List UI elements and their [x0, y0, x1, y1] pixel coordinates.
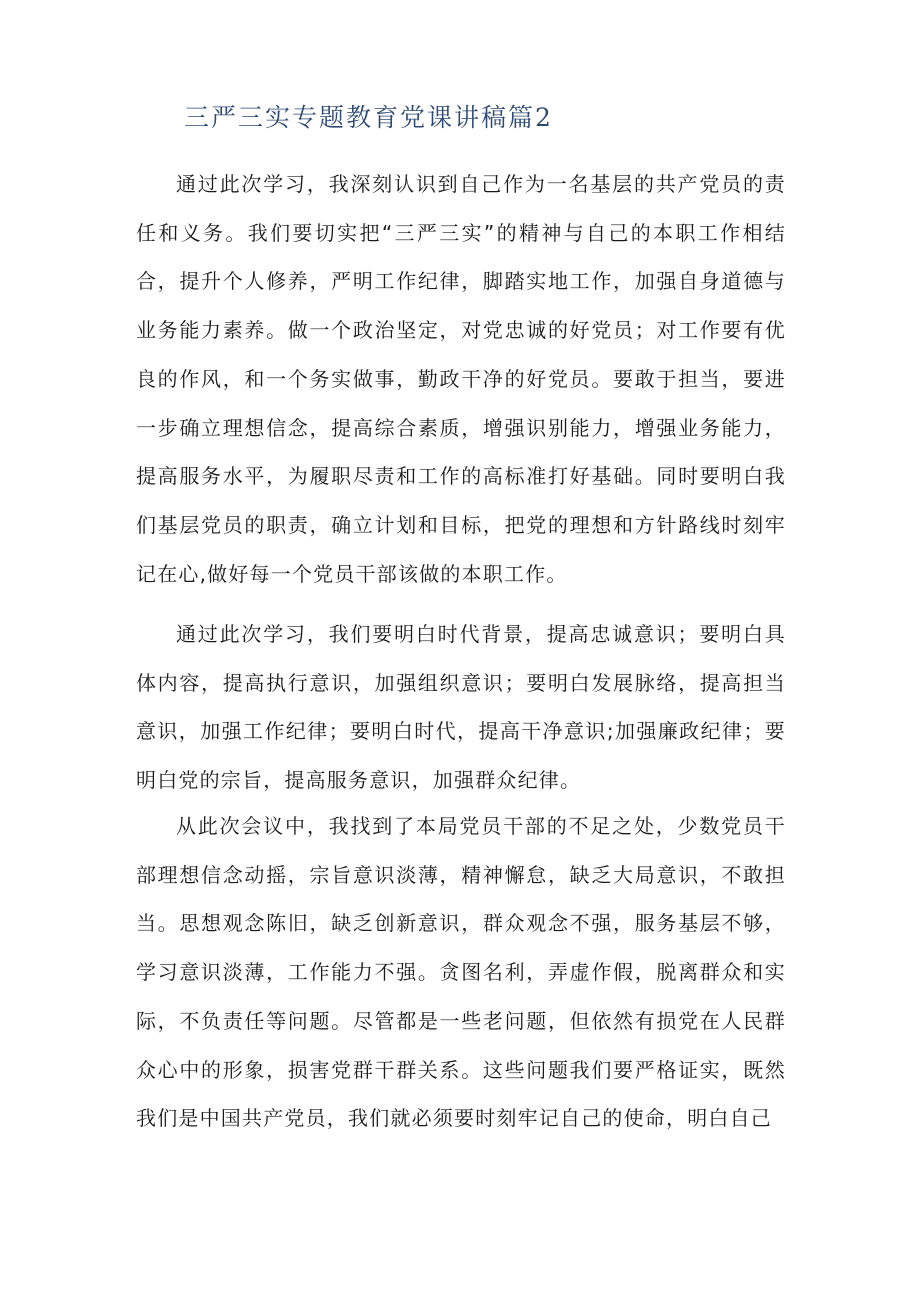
paragraph-3: 从此次会议中，我找到了本局党员干部的不足之处，少数党员干部理想信念动摇，宗旨意识淡薄，精神懈怠，缺乏大局意识，不敢担当。思想观念陈旧，缺乏创新意识，群众观念不强，服务基层不够，学习意识淡薄，工作能力不强。贪图名利，弄虚作假，脱离群众和实际，不负责任等问题。尽管都是一些老问题，但依然有损党在人民群众心中的形象，损害党群干群关系。这些问题我们要严格证实，既然我们是中国共产党员，我们就必须要时刻牢记自己的使命，明白自己: [136, 814, 786, 1131]
document-title: 三严三实专题教育党课讲稿篇2: [184, 103, 553, 132]
paragraph-2: 通过此次学习，我们要明白时代背景，提高忠诚意识；要明白具体内容，提高执行意识，加强组织意识；要明白发展脉络，提高担当意识，加强工作纪律；要明白时代，提高干净意识;加强廉政纪律；要明白党的宗旨，提高服务意识，加强群众纪律。: [136, 622, 786, 793]
paragraph-1: 通过此次学习，我深刻认识到自己作为一名基层的共产党员的责任和义务。我们要切实把“三严三实”的精神与自己的本职工作相结合，提升个人修养，严明工作纪律，脚踏实地工作，加强自身道德与业务能力素养。做一个政治坚定，对党忠诚的好党员；对工作要有优良的作风，和一个务实做事，勤政干净的好党员。要敢于担当，要进一步确立理想信念，提高综合素质，增强识别能力，增强业务能力，提高服务水平，为履职尽责和工作的高标准打好基础。同时要明白我们基层党员的职责，确立计划和目标，把党的理想和方针路线时刻牢记在心,做好每一个党员干部该做的本职工作。: [136, 172, 786, 586]
